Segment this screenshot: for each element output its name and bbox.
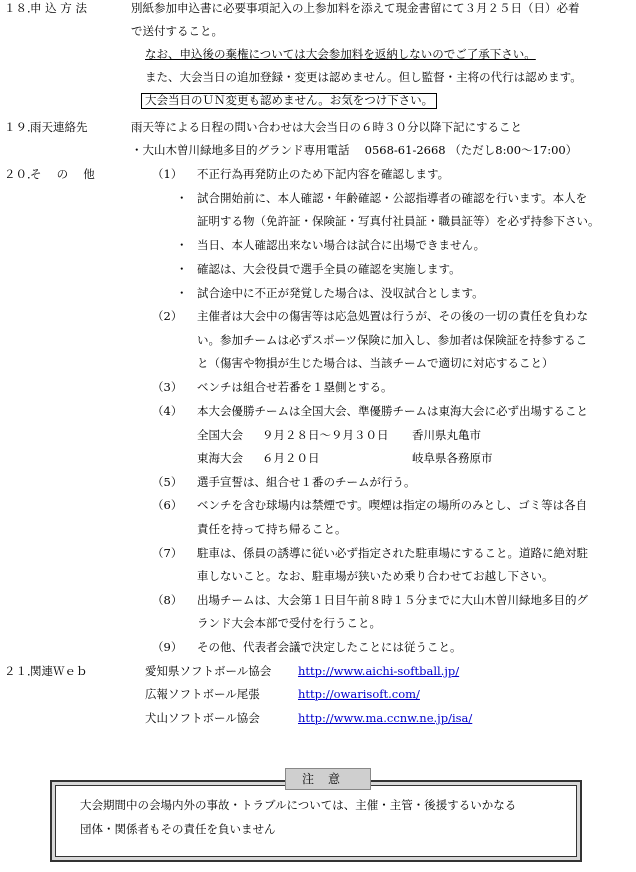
national-tournament-place: 香川県丸亀市 — [412, 428, 481, 442]
section-21-heading: 関連Ｗｅｂ — [30, 664, 88, 678]
item-5-text: 選手宣誓は、組合せ１番のチームが行う。 — [197, 475, 416, 489]
link-inuyama-softball[interactable]: http://www.ma.ccnw.ne.jp/isa/ — [298, 711, 473, 725]
item-8-number: （8） — [152, 593, 183, 607]
item-6-number: （6） — [152, 498, 183, 512]
item-4-number: （4） — [152, 404, 183, 418]
bullet-1-cont: 証明する物（免許証・保険証・写真付社員証・職員証等）を必ず持参下さい。 — [197, 214, 600, 228]
s18-line3: なお、申込後の棄権については大会参加料を返納しないのでご了承下さい。 — [145, 47, 536, 61]
section-19-heading: 雨天連絡先 — [30, 120, 88, 134]
notice-title: 注意 — [285, 768, 371, 790]
bullet-mark: ・ — [176, 191, 188, 205]
bullet-mark: ・ — [176, 286, 188, 300]
link-org-name: 犬山ソフトボール協会 — [145, 711, 260, 725]
item-5-number: （5） — [152, 475, 183, 489]
item-2-number: （2） — [152, 309, 183, 323]
item-7-line2: 車しないこと。なお、駐車場が狭いため乗り合わせてお越し下さい。 — [197, 569, 554, 583]
item-9-text: その他、代表者会議で決定したことには従うこと。 — [197, 640, 462, 654]
link-aichi-softball[interactable]: http://www.aichi-softball.jp/ — [298, 664, 460, 678]
item-3-text: ベンチは組合せ若番を１塁側とする。 — [197, 380, 393, 394]
section-20-number: ２０． — [4, 167, 39, 181]
item-2-line1: 主催者は大会中の傷害等は応急処置は行うが、その後の一切の責任を負わな — [197, 309, 588, 323]
item-4-text: 本大会優勝チームは全国大会、準優勝チームは東海大会に必ず出場すること — [197, 404, 588, 418]
s18-line1: 別紙参加申込書に必要事項記入の上参加料を添えて現金書留にて３月２５日（日）必着 — [131, 1, 580, 15]
s18-line4: また、大会当日の追加登録・変更は認めません。但し監督・主将の代行は認めます。 — [145, 70, 582, 84]
bullet-4-text: 試合途中に不正が発覚した場合は、没収試合とします。 — [197, 286, 484, 300]
tokai-tournament-date: ６月２０日 — [262, 451, 320, 465]
item-3-number: （3） — [152, 380, 183, 394]
item-1-text: 不正行為再発防止のため下記内容を確認します。 — [197, 167, 450, 181]
item-7-number: （7） — [152, 546, 183, 560]
item-2-line2: い。参加チームは必ずスポーツ保険に加入し、参加者は保険証を持参するこ — [197, 333, 588, 347]
notice-line1: 大会期間中の会場内外の事故・トラブルについては、主催・主管・後援するいかなる — [80, 798, 517, 812]
item-8-line2: ランド大会本部で受付を行うこと。 — [197, 616, 381, 630]
national-tournament-name: 全国大会 — [197, 428, 243, 442]
section-19-number: １９． — [4, 120, 39, 134]
section-18-number: １８． — [4, 1, 39, 15]
s19-phone-line: ・大山木曽川緑地多目的グランド専用電話 0568-61-2668 （ただし8:00～17:00） — [131, 143, 578, 157]
s18-line5-boxed: 大会当日のＵＮ変更も認めません。お気をつけ下さい。 — [141, 93, 437, 109]
item-6-line2: 責任を持って持ち帰ること。 — [197, 522, 347, 536]
link-org-name: 愛知県ソフトボール協会 — [145, 664, 272, 678]
section-20-heading: そ の 他 — [30, 167, 95, 181]
national-tournament-date: ９月２８日～９月３０日 — [262, 428, 389, 442]
link-owari-soft[interactable]: http://owarisoft.com/ — [298, 687, 420, 701]
item-2-line3: と（傷害や物損が生じた場合は、当該チームで適切に対応すること） — [197, 356, 554, 370]
item-7-line1: 駐車は、係員の誘導に従い必ず指定された駐車場にすること。道路に絶対駐 — [197, 546, 588, 560]
tokai-tournament-place: 岐阜県各務原市 — [412, 451, 493, 465]
bullet-mark: ・ — [176, 238, 188, 252]
section-18-heading: 申 込 方 法 — [30, 1, 87, 15]
notice-line2: 団体・関係者もその責任を負いません — [80, 822, 276, 836]
s18-line2: で送付すること。 — [131, 24, 223, 38]
bullet-2-text: 当日、本人確認出来ない場合は試合に出場できません。 — [197, 238, 486, 252]
link-org-name: 広報ソフトボール尾張 — [145, 687, 260, 701]
item-9-number: （9） — [152, 640, 183, 654]
item-8-line1: 出場チームは、大会第１日目午前８時１５分までに大山木曽川緑地多目的グ — [197, 593, 588, 607]
notice-box — [50, 780, 582, 862]
bullet-3-text: 確認は、大会役員で選手全員の確認を実施します。 — [197, 262, 461, 276]
section-21-number: ２１． — [4, 664, 39, 678]
item-1-number: （1） — [152, 167, 183, 181]
s19-line1: 雨天等による日程の問い合わせは大会当日の６時３０分以降下記にすること — [131, 120, 522, 134]
bullet-mark: ・ — [176, 262, 188, 276]
bullet-1-text: 試合開始前に、本人確認・年齢確認・公認指導者の確認を行います。本人を — [197, 191, 588, 205]
item-6-line1: ベンチを含む球場内は禁煙です。喫煙は指定の場所のみとし、ゴミ等は各自 — [197, 498, 588, 512]
tokai-tournament-name: 東海大会 — [197, 451, 243, 465]
